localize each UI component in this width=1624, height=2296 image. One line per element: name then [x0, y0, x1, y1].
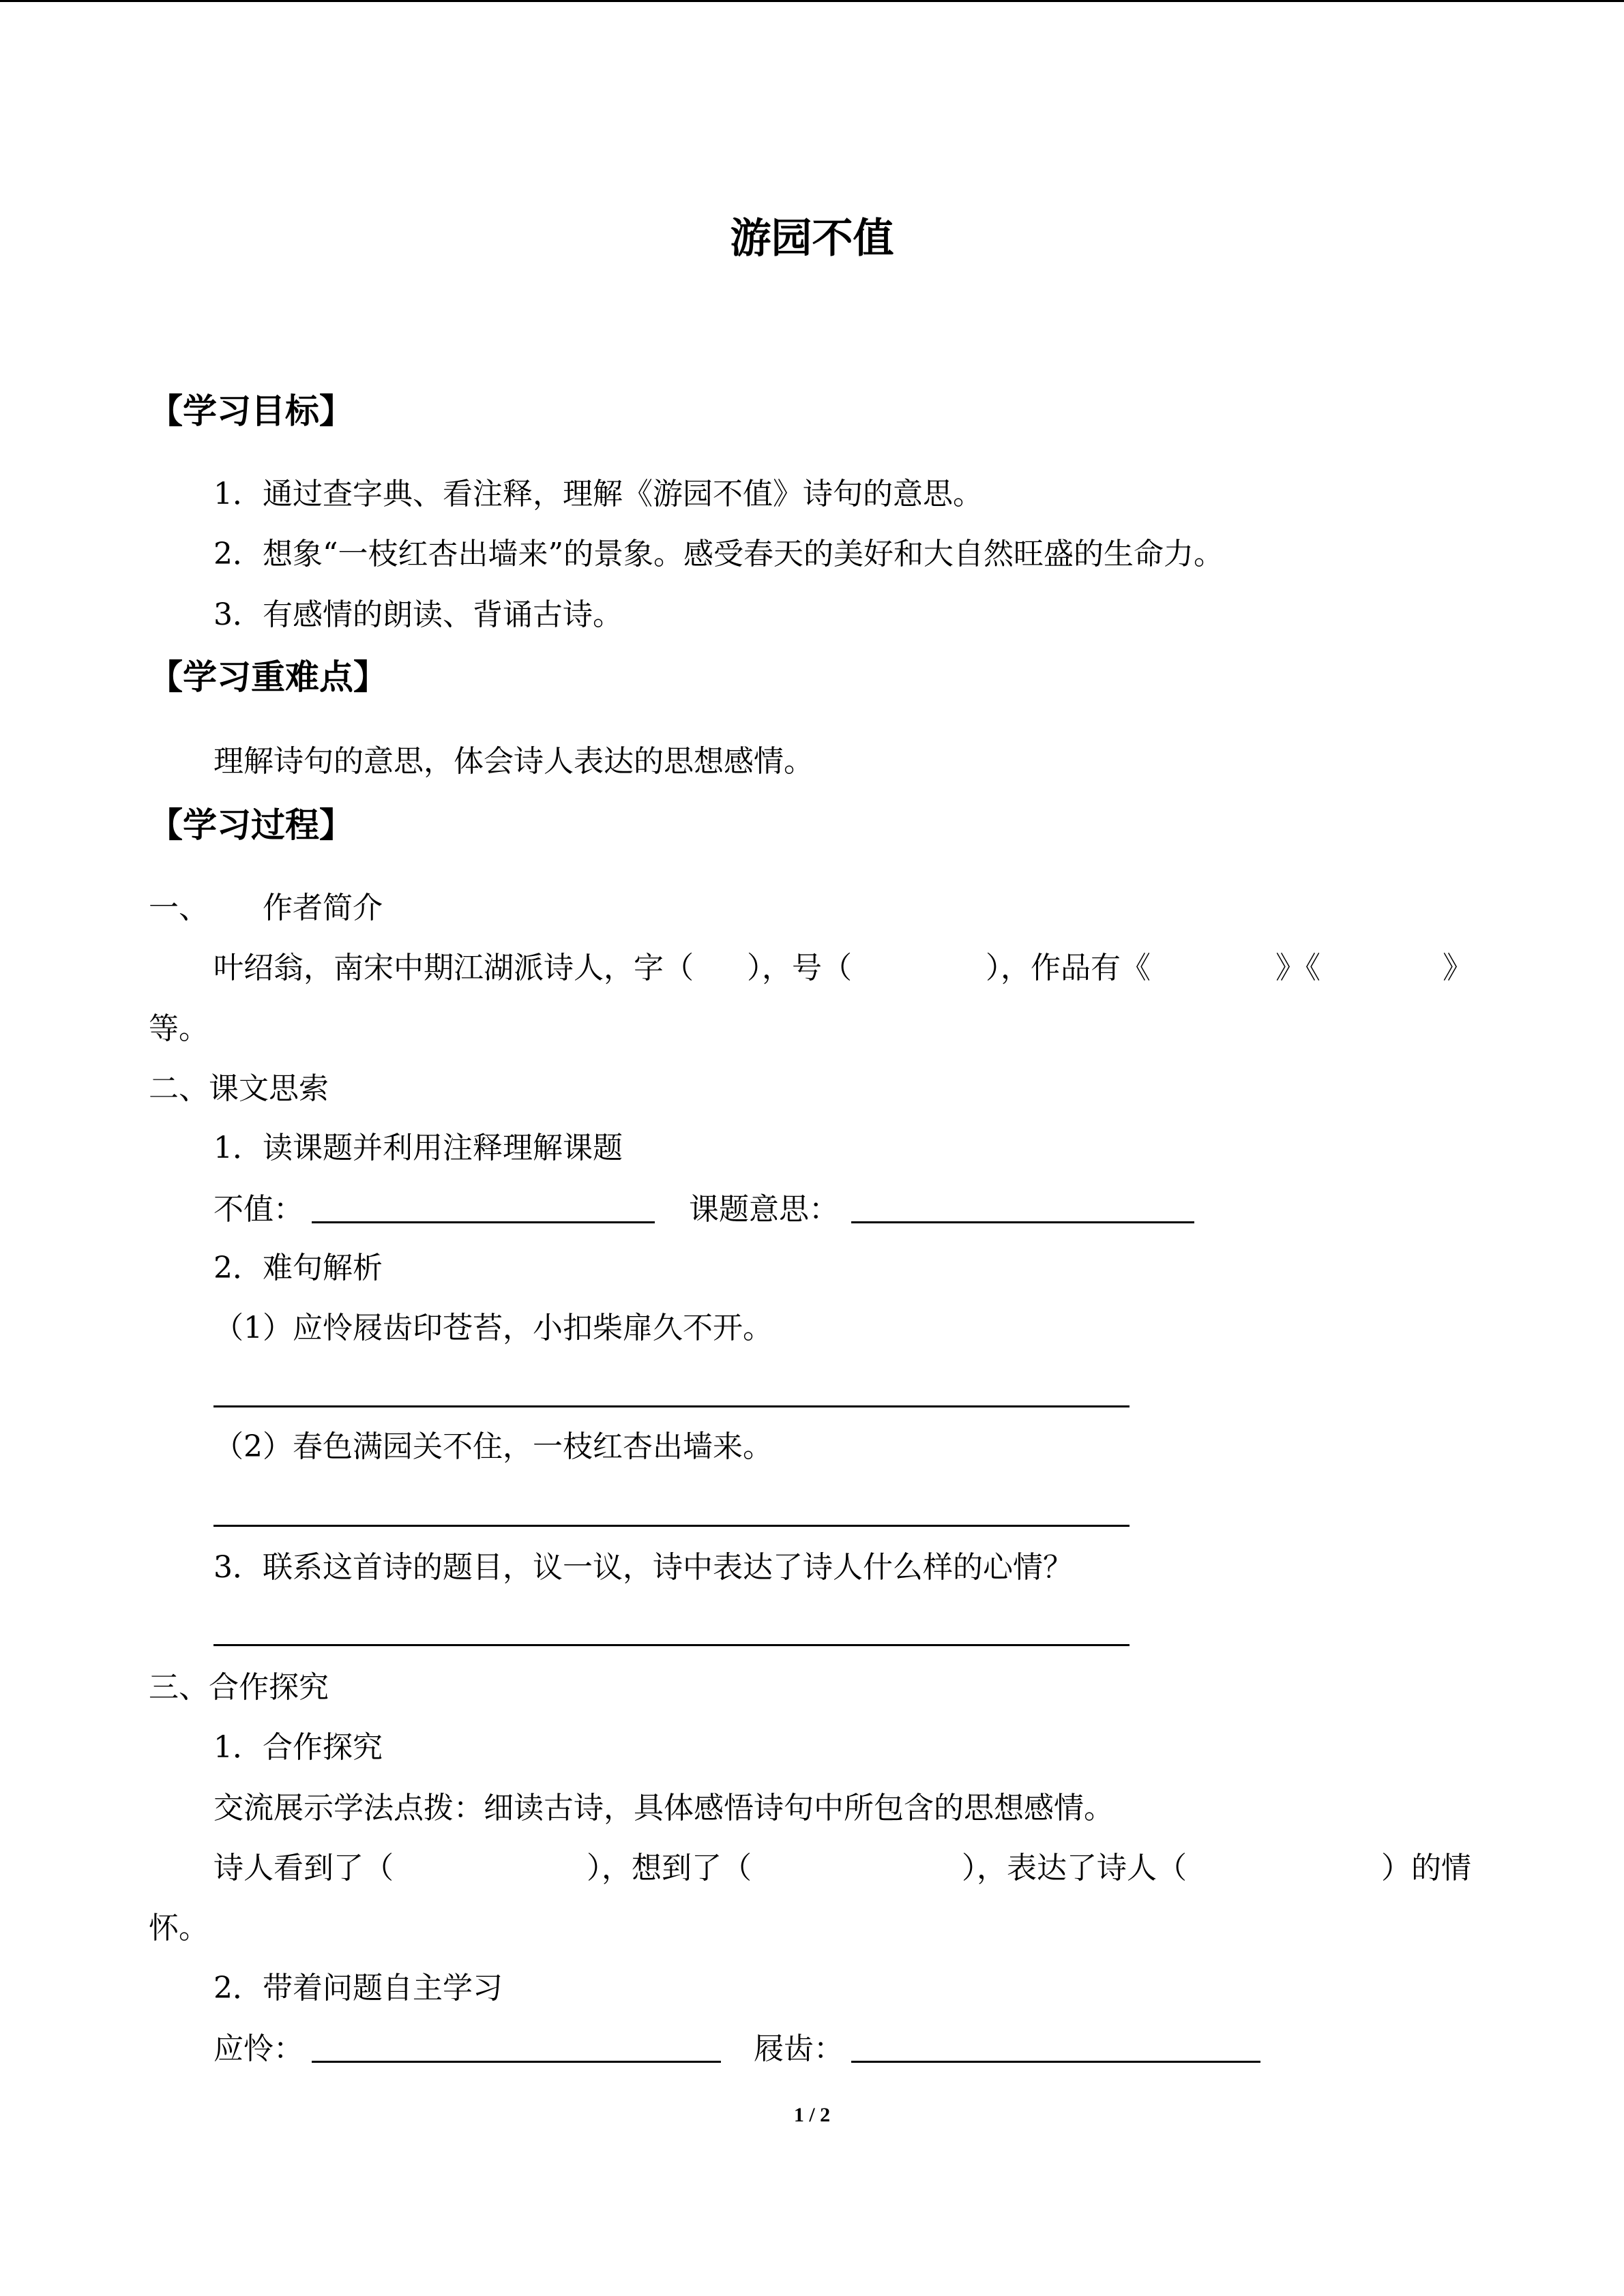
- sentence-2: （2）春色满园关不住，一枝红杏出墙来。: [213, 1429, 773, 1464]
- section2-q2: 2．难句解析: [213, 1251, 383, 1285]
- page-title: 游园不值: [730, 215, 894, 263]
- yinglian-label: 应怜：: [213, 2031, 304, 2066]
- page-number: 1 / 2: [793, 2104, 831, 2126]
- yinglian-answer-line[interactable]: [312, 2061, 721, 2063]
- section2-q3: 3．联系这首诗的题目，议一议，诗中表达了诗人什么样的心情？: [213, 1550, 1073, 1585]
- buzhi-answer-line[interactable]: [312, 1221, 655, 1223]
- author-fill-b: ），号（: [747, 951, 852, 985]
- section3-q2: 2．带着问题自主学习: [213, 1971, 503, 2006]
- author-fill-e: 》: [1443, 951, 1473, 985]
- fill-a: 诗人看到了（: [213, 1851, 394, 1885]
- heading-goals: 【学习目标】: [149, 391, 353, 431]
- section3-guide: 交流展示学法点拨：细读古诗，具体感悟诗句中所包含的思想感情。: [213, 1791, 1114, 1825]
- fill-end: 怀。: [149, 1911, 209, 1945]
- section1-label: 作者简介: [263, 891, 383, 925]
- section3-title: 三、合作探究: [149, 1670, 329, 1705]
- section3-q1: 1．合作探究: [213, 1730, 383, 1765]
- sentence-2-answer-line[interactable]: [213, 1525, 1130, 1527]
- fill-b: ），想到了（: [587, 1851, 752, 1885]
- section2-q1: 1．读课题并利用注释理解课题: [213, 1131, 623, 1165]
- jichi-label: 屐齿：: [754, 2031, 844, 2066]
- author-fill-c: ），作品有《: [986, 951, 1151, 985]
- buzhi-label: 不值：: [213, 1192, 304, 1227]
- author-fill-d: 》《: [1275, 951, 1320, 985]
- fill-d: ）的情: [1381, 1851, 1471, 1885]
- meaning-label: 课题意思：: [689, 1192, 839, 1227]
- meaning-answer-line[interactable]: [851, 1221, 1194, 1223]
- heading-key-points: 【学习重难点】: [149, 657, 387, 697]
- author-line-end: 等。: [149, 1011, 209, 1046]
- key-points-text: 理解诗句的意思，体会诗人表达的思想感情。: [213, 744, 814, 779]
- section1-number: 一、: [149, 891, 209, 925]
- top-border: [0, 0, 1624, 2]
- sentence-1-answer-line[interactable]: [213, 1405, 1130, 1407]
- q3-answer-line[interactable]: [213, 1644, 1130, 1646]
- jichi-answer-line[interactable]: [851, 2061, 1260, 2063]
- author-fill-a: 叶绍翁，南宋中期江湖派诗人，字（: [213, 951, 694, 985]
- goal-3: 3．有感情的朗读、背诵古诗。: [213, 597, 623, 632]
- goal-2: 2．想象“一枝红杏出墙来”的景象。感受春天的美好和大自然旺盛的生命力。: [213, 537, 1224, 571]
- section2-title: 二、课文思索: [149, 1071, 329, 1106]
- sentence-1: （1）应怜屐齿印苍苔，小扣柴扉久不开。: [213, 1311, 773, 1345]
- goal-1: 1．通过查字典、看注释，理解《游园不值》诗句的意思。: [213, 477, 983, 511]
- fill-c: ），表达了诗人（: [962, 1851, 1187, 1885]
- heading-process: 【学习过程】: [149, 805, 353, 845]
